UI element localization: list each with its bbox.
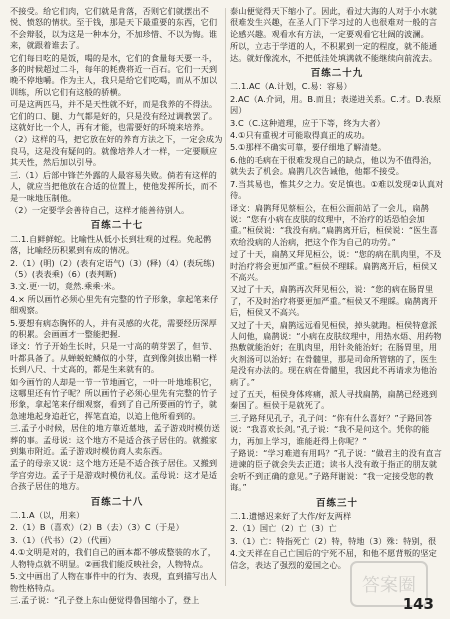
answer-paragraph: 又过了十天，扁鹊远远看见桓侯，掉头就跑。桓侯特意派人问他，扁鹊说：“小病在皮肤纹理中，用热水焐、用药物热敷就能治好；在肌肉里，用针灸能治好；在肠胃里，用火剂汤可以治好；在骨髓里，那是司命所管辖的了，医生是没有办法的。现在病在骨髓里，我因此不再请求为他治病了。” bbox=[230, 319, 442, 387]
answer-paragraph: 7.当其易也，惟其夕之力。安足慎也。①难以发现②认真对待。 bbox=[230, 178, 444, 201]
answer-paragraph: 3.（1）亡：特指死亡（2）特，特地（3）殊：特别，很 bbox=[230, 535, 437, 546]
answer-paragraph: 3.（1）（代书）（2）（代画） bbox=[10, 534, 116, 545]
answer-paragraph: 2.（1）国亡（2）亡（3）亡 bbox=[230, 523, 337, 534]
answer-paragraph: 译文：竹子开始生长时，只是一寸高的萌芽罢了，但节、叶都具备了。从蝉蜕蛇鳞似的小芽，直到像剑拔出鞘一样长到八尺、十丈高的，都是生来就有的。 bbox=[10, 341, 218, 375]
answer-paragraph: 三.孟子小时候，居住的地方靠近墓地，孟子游戏时模仿送葬的事。孟母说：这个地方不是适合孩子居住的。就搬家到集市附近。孟子游戏时模仿商人卖东西。 bbox=[10, 423, 220, 457]
answer-paragraph: 3.C（C.这种道理，应于下等，终为大者） bbox=[230, 117, 385, 128]
answer-paragraph: 又过了十天，扁鹊再次拜见桓公，说：“您的病在肠胃里了，不及时治疗将要更加严重。”桓侯又不理睬。扁鹊离开后，桓侯又不高兴。 bbox=[230, 284, 438, 318]
answer-paragraph: 2.AC（A.介词，用。B.而且；表递进关系。C.才。D.表原因） bbox=[230, 93, 442, 116]
answer-paragraph: 2.（1）(明)（2）(表有定语气)（3）(释)（4）(表玩练)（5）(表表乘)（6）(表判断) bbox=[10, 257, 215, 279]
answer-paragraph: 4.× 所以画竹必须心里先有完整的竹子形象，拿起笔来仔细观察。 bbox=[10, 293, 219, 316]
answer-paragraph: 三.（1）后部中锋芒外露的人最容易失败。倘若有这样的人，就应当把他放在合适的位置上，使他发挥所长，而不是一味地压制他。 bbox=[10, 169, 218, 203]
answer-paragraph: （2）这样的马，把它放在好的养育方法之下，一定会成为良马，这是没有疑问的。就像培养人才一样，一定要顺应其天性，然后加以引导。 bbox=[10, 134, 223, 168]
svg-text:答案圈: 答案圈 bbox=[362, 575, 416, 596]
answer-paragraph: 4.文天祥在自己亡国后的宁死不屈，和他不愿背叛的坚定信念，表达了强烈的爱国之心。 bbox=[230, 548, 437, 570]
right-column bbox=[230, 6, 444, 592]
answer-paragraph: 2.（1）B（喜欢）（2）B（去）（3）C（于是） bbox=[10, 522, 184, 533]
section-heading: 百练二十九 bbox=[310, 68, 364, 80]
answer-paragraph: 译文：扁鹊拜见蔡桓公，在桓公面前站了一会儿，扁鹊说：“您有小病在皮肤的纹理中，不治疗的话恐怕会加重。”桓侯说：“我没有病。”扁鹊离开后，桓侯说：“医生喜欢给没病的人治病，把这个作为自己的功劳。” bbox=[230, 202, 439, 247]
answer-paragraph: 4.①文明是对的，我们自己的画本都不够成整装的水了，人物特点就不明显。②画我们能反映社会，人物特点。 bbox=[10, 547, 217, 569]
answer-paragraph: 二.1.AC（A.计划，C.易：容易） bbox=[230, 81, 352, 92]
answer-paragraph: 孟子的母亲又说：这个地方还是不适合孩子居住。又搬到学宫旁边。孟子于是游戏时模仿礼仪。孟母说：这才是适合孩子居住的地方。 bbox=[10, 458, 218, 492]
answer-paragraph: 子路说：“学习难道有用吗？”孔子说：“做君主的没有直言进谏的臣子就会失去正道；读书人没有敢于指正的朋友就会听不到正确的意见。”子路拜谢说：“我一定接受您的教诲。” bbox=[230, 448, 442, 493]
answer-paragraph: 泰山便觉得天下缩小了。因此，看过大海的人对于小水就很难发生兴趣，在圣人门下学习过的人也很难对一般的言论感兴趣。观看水有方法，一定要观看它壮阔的波澜。 bbox=[230, 6, 438, 39]
answer-paragraph: 5.①那样不确实可靠，要仔细地了解清楚。 bbox=[230, 142, 387, 153]
answer-paragraph: 三.子路拜见孔子，孔子问：“你有什么喜好？”子路回答说：“我喜欢长剑。”孔子说：“我不是问这个。凭你的能力，再加上学习，谁能赶得上你呢？” bbox=[230, 412, 432, 446]
answer-paragraph: 过了五天，桓侯身体疼痛，派人寻找扁鹊，扁鹊已经逃到秦国了。桓侯于是就死了。 bbox=[230, 389, 438, 411]
section-heading: 百练二十八 bbox=[90, 496, 144, 508]
answer-paragraph: 4.①只有重视才可能取得真正的成功。 bbox=[230, 130, 370, 141]
answer-paragraph: 可是这两匹马，并不是天性就不好，而是我养的不得法。它们的口、腿、力气都是好的，只是没有经过调教罢了。这就好比一个人，再有才能，也需要好的环境来培养。 bbox=[10, 99, 218, 133]
answer-paragraph: 三.孟子说：“孔子登上东山便觉得鲁国缩小了，登上 bbox=[10, 594, 200, 605]
left-column bbox=[10, 6, 224, 605]
section-heading: 百练三十 bbox=[315, 497, 358, 509]
answer-paragraph: 二.1.自鲜鲜蛇。比喻性从低小长到壮观的过程。免起鹘落，比喻经历积累到有成的情况。 bbox=[10, 233, 212, 256]
answer-paragraph: 6.他的毛病在于很难发现自己的缺点，他以为不值得治，就失去了机会。扁鹊几次告诫他，他都不接受。 bbox=[230, 154, 437, 177]
answer-paragraph: 5.要想有病态胸怀的人，并有灵感的火花，需要经历深厚的积累。会画画才一整能把握. bbox=[10, 317, 217, 339]
section-heading: 百练二十七 bbox=[90, 220, 144, 232]
page-number: 143 bbox=[402, 595, 434, 613]
answer-paragraph: 它们每日吃的是饭，喝的是水，它们的食量每天要一斗，多的时候超过二斗，每年的耗费将近一百石。它们一天到晚不停地嚼。作为主人，我只是给它们吃喝，而从不加以训练，所以它们有这般的骄横。 bbox=[10, 52, 218, 97]
answer-paragraph: 二.1.遗憾迟来好了大作/好友两样 bbox=[230, 511, 352, 522]
answer-paragraph: 不接受。给它们肉，它们就是肯落，否则它们就摆出不悦、愤怒的情状。至于钱，那是天下最重要的东西，它们不会辩驳，以为这是一种本分，不加珍惜、不以为悔。谁来，就跟着谁去了。 bbox=[10, 6, 218, 51]
answer-paragraph: 5.文中画出了人物在事件中的行为、表现，直到描写出人物性格特点。 bbox=[10, 571, 217, 593]
answer-paragraph: 所以，立志于学道的人，不积累到一定的程度，就不能通达。就好像流水，不把低洼处填满就不能继续向前流去。 bbox=[230, 41, 438, 63]
column-divider bbox=[225, 8, 226, 586]
answer-paragraph: 3.文.更·一切，竟然.乘乘·米。 bbox=[10, 281, 120, 292]
answer-paragraph: 过了十天，扁鹊又拜见桓公，说：“您的病在肌肉里，不及时治疗将会更加严重。”桓侯不理睬。扁鹊离开后，桓侯又不高兴。 bbox=[230, 249, 442, 282]
answer-paragraph: （2）一定要学会善待自己，这样才能善待别人。 bbox=[10, 204, 190, 215]
answer-paragraph: 二.1.A（以，用来） bbox=[10, 510, 85, 521]
answer-paragraph: 如今画竹的人却是一节一节地画它，一叶一叶地堆积它，这哪里还有竹子呢？所以画竹子必须心里先有完整的竹子形象，拿起笔来仔细观察，看到了自己所要画的竹子，就急速地起身追赶它，挥笔直追，以追上他所看到的。 bbox=[10, 376, 218, 421]
